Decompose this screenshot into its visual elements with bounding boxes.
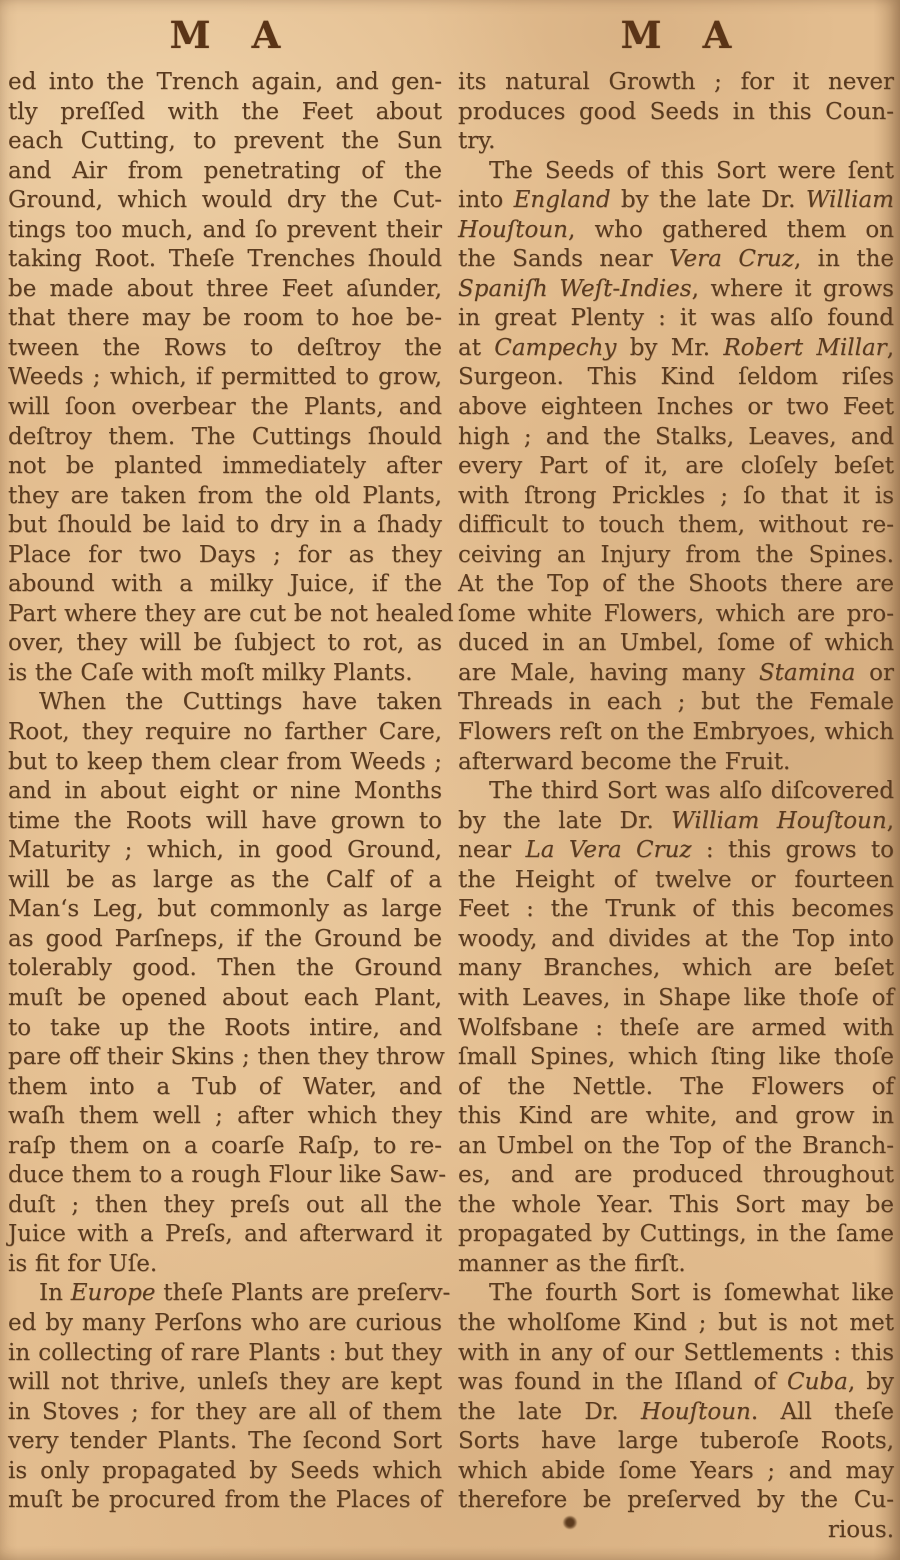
text-line: above eighteen Inches or two Feet	[458, 394, 894, 421]
text-line: Feet : the Trunk of this becomes	[458, 896, 894, 923]
text-line: and Air from penetrating of the	[8, 157, 442, 184]
text-line: as good Parſneps, if the Ground be	[8, 925, 442, 952]
text-line: Houſtoun, who gathered them on	[458, 216, 894, 243]
text-line: but ſhould be laid to dry in a ſhady	[8, 512, 442, 539]
text-line: but to keep them clear from Weeds ;	[8, 748, 442, 775]
text-line: that there may be room to hoe be-	[8, 305, 442, 332]
text-line: the late Dr. Houſtoun. All theſe	[458, 1398, 895, 1425]
text-line: will ſoon overbear the Plants, and	[8, 394, 442, 421]
text-column-right	[458, 8, 894, 1560]
text-line: duced in an Umbel, ſome of which	[458, 630, 894, 657]
text-line: which abide ſome Years ; and may	[458, 1457, 894, 1484]
text-line: duce them to a rough Flour like Saw-	[8, 1162, 447, 1189]
text-line: try.	[458, 128, 496, 155]
text-line: of the Nettle. The Flowers of	[458, 1073, 894, 1100]
running-header-left: M A	[169, 13, 295, 57]
text-line: not be planted immediately after	[8, 453, 442, 480]
text-line: tolerably good. Then the Ground	[8, 955, 442, 982]
text-line: tings too much, and ſo prevent their	[8, 216, 442, 243]
text-line: ed by many Perſons who are curious	[8, 1309, 442, 1336]
text-line: near La Vera Cruz : this grows to	[458, 837, 894, 864]
text-line: Surgeon. This Kind ſeldom riſes	[458, 364, 894, 391]
text-line: the wholſome Kind ; but is not met	[458, 1309, 894, 1336]
text-line: high ; and the Stalks, Leaves, and	[458, 423, 894, 450]
text-line: with ſtrong Prickles ; ſo that it is	[458, 482, 894, 509]
text-line: will be as large as the Calf of a	[8, 866, 442, 893]
text-line: in collecting of rare Plants : but they	[8, 1339, 442, 1366]
text-line: woody, and divides at the Top into	[458, 925, 894, 952]
text-line: are Male, having many Stamina or	[458, 659, 894, 686]
text-line: the Sands near Vera Cruz, in the	[458, 246, 894, 273]
text-line: this Kind are white, and grow in	[458, 1103, 894, 1130]
text-line: Weeds ; which, if permitted to grow,	[8, 364, 442, 391]
text-line: will not thrive, unleſs they are kept	[8, 1369, 442, 1396]
text-line: When the Cuttings have taken	[39, 689, 442, 716]
running-header-right: M A	[620, 13, 746, 57]
text-line: difficult to touch them, without re-	[458, 512, 894, 539]
text-line: they are taken from the old Plants,	[8, 482, 442, 509]
text-line: propagated by Cuttings, in the ſame	[458, 1221, 894, 1248]
text-line: The third Sort was alſo diſcovered	[489, 778, 894, 805]
text-line: the Height of twelve or fourteen	[458, 866, 894, 893]
text-line: be made about three Feet aſunder,	[8, 275, 442, 302]
text-line: duſt ; then they preſs out all the	[8, 1191, 442, 1218]
text-line: Root, they require no farther Care,	[8, 719, 442, 746]
text-line: Man‘s Leg, but commonly as large	[8, 896, 442, 923]
text-line: in great Plenty : it was alſo found	[458, 305, 894, 332]
text-line: waſh them well ; after which they	[8, 1103, 442, 1130]
text-line: to take up the Roots intire, and	[8, 1014, 442, 1041]
text-line: them into a Tub of Water, and	[8, 1073, 442, 1100]
text-line: ceiving an Injury from the Spines.	[458, 541, 894, 568]
text-line: muſt be procured from the Places of	[8, 1487, 442, 1514]
text-line: is fit for Uſe.	[8, 1250, 158, 1277]
text-line: The fourth Sort is ſomewhat like	[489, 1280, 894, 1307]
text-line: The Seeds of this Sort were ſent	[489, 157, 894, 184]
text-line: is only propagated by Seeds which	[8, 1457, 442, 1484]
text-line: is the Caſe with moſt milky Plants.	[8, 659, 413, 686]
text-line: ſome white Flowers, which are pro-	[458, 600, 894, 627]
text-line: its natural Growth ; for it never	[458, 69, 894, 95]
text-line: At the Top of the Shoots there are	[458, 571, 894, 598]
text-line: muſt be opened about each Plant,	[8, 984, 442, 1011]
text-line: the whole Year. This Sort may be	[458, 1191, 894, 1218]
text-line: tween the Rows to deſtroy the	[8, 334, 442, 361]
text-line: very tender Plants. The ſecond Sort	[8, 1428, 442, 1455]
text-line: rious.	[827, 1516, 894, 1543]
text-line: Spaniſh Weſt-Indies, where it grows	[458, 275, 894, 302]
text-line: Place for two Days ; for as they	[8, 541, 442, 568]
text-line: abound with a milky Juice, if the	[8, 571, 442, 598]
text-line: at Campechy by Mr. Robert Millar,	[458, 334, 894, 361]
text-line: Flowers reſt on the Embryoes, which	[458, 719, 894, 746]
text-line: many Branches, which are beſet	[458, 955, 894, 982]
text-line: Wolfsbane : theſe are armed with	[458, 1014, 894, 1041]
text-line: and in about eight or nine Months	[8, 778, 442, 805]
text-line: ed into the Trench again, and gen-	[8, 69, 442, 95]
text-line: by the late Dr. William Houſtoun,	[458, 807, 894, 834]
text-line: ſmall Spines, which ſting like thoſe	[458, 1044, 894, 1071]
text-line: produces good Seeds in this Coun-	[458, 98, 894, 125]
text-line: manner as the firſt.	[458, 1250, 686, 1277]
text-line: pare off their Skins ; then they throw	[8, 1044, 445, 1071]
text-line: In Europe theſe Plants are preſerv-	[39, 1280, 451, 1307]
text-line: each Cutting, to prevent the Sun	[8, 128, 442, 155]
text-line: Part where they are cut be not healed	[8, 600, 454, 627]
text-line: time the Roots will have grown to	[8, 807, 442, 834]
ink-blot	[563, 1516, 577, 1529]
text-line: in Stoves ; for they are all of them	[8, 1398, 442, 1425]
text-line: Ground, which would dry the Cut-	[8, 187, 442, 214]
text-column-right-lines	[458, 68, 894, 1545]
text-line: an Umbel on the Top of the Branch-	[458, 1132, 894, 1159]
text-column-left-lines	[8, 68, 454, 1516]
text-line: afterward become the Fruit.	[458, 748, 791, 775]
text-line: was found in the Iſland of Cuba, by	[458, 1369, 894, 1396]
text-line: deſtroy them. The Cuttings ſhould	[8, 423, 442, 450]
text-line: Juice with a Preſs, and afterward it	[8, 1221, 442, 1248]
text-line: es, and are produced throughout	[458, 1162, 894, 1189]
text-column-left	[8, 8, 454, 1560]
text-line: taking Root. Theſe Trenches ſhould	[8, 246, 442, 273]
text-line: Sorts have large tuberoſe Roots,	[458, 1428, 894, 1455]
text-line: with in any of our Settlements : this	[458, 1339, 894, 1366]
text-line: tly preſſed with the Feet about	[8, 98, 442, 125]
text-line: every Part of it, are cloſely beſet	[458, 453, 894, 480]
text-line: Maturity ; which, in good Ground,	[8, 837, 442, 864]
text-line: Threads in each ; but the Female	[458, 689, 894, 716]
text-line: therefore be preſerved by the Cu-	[458, 1487, 894, 1514]
text-line: with Leaves, in Shape like thoſe of	[458, 984, 894, 1011]
text-line: into England by the late Dr. William	[458, 187, 894, 214]
text-line: over, they will be ſubject to rot, as	[8, 630, 442, 657]
text-line: raſp them on a coarſe Raſp, to re-	[8, 1132, 442, 1159]
